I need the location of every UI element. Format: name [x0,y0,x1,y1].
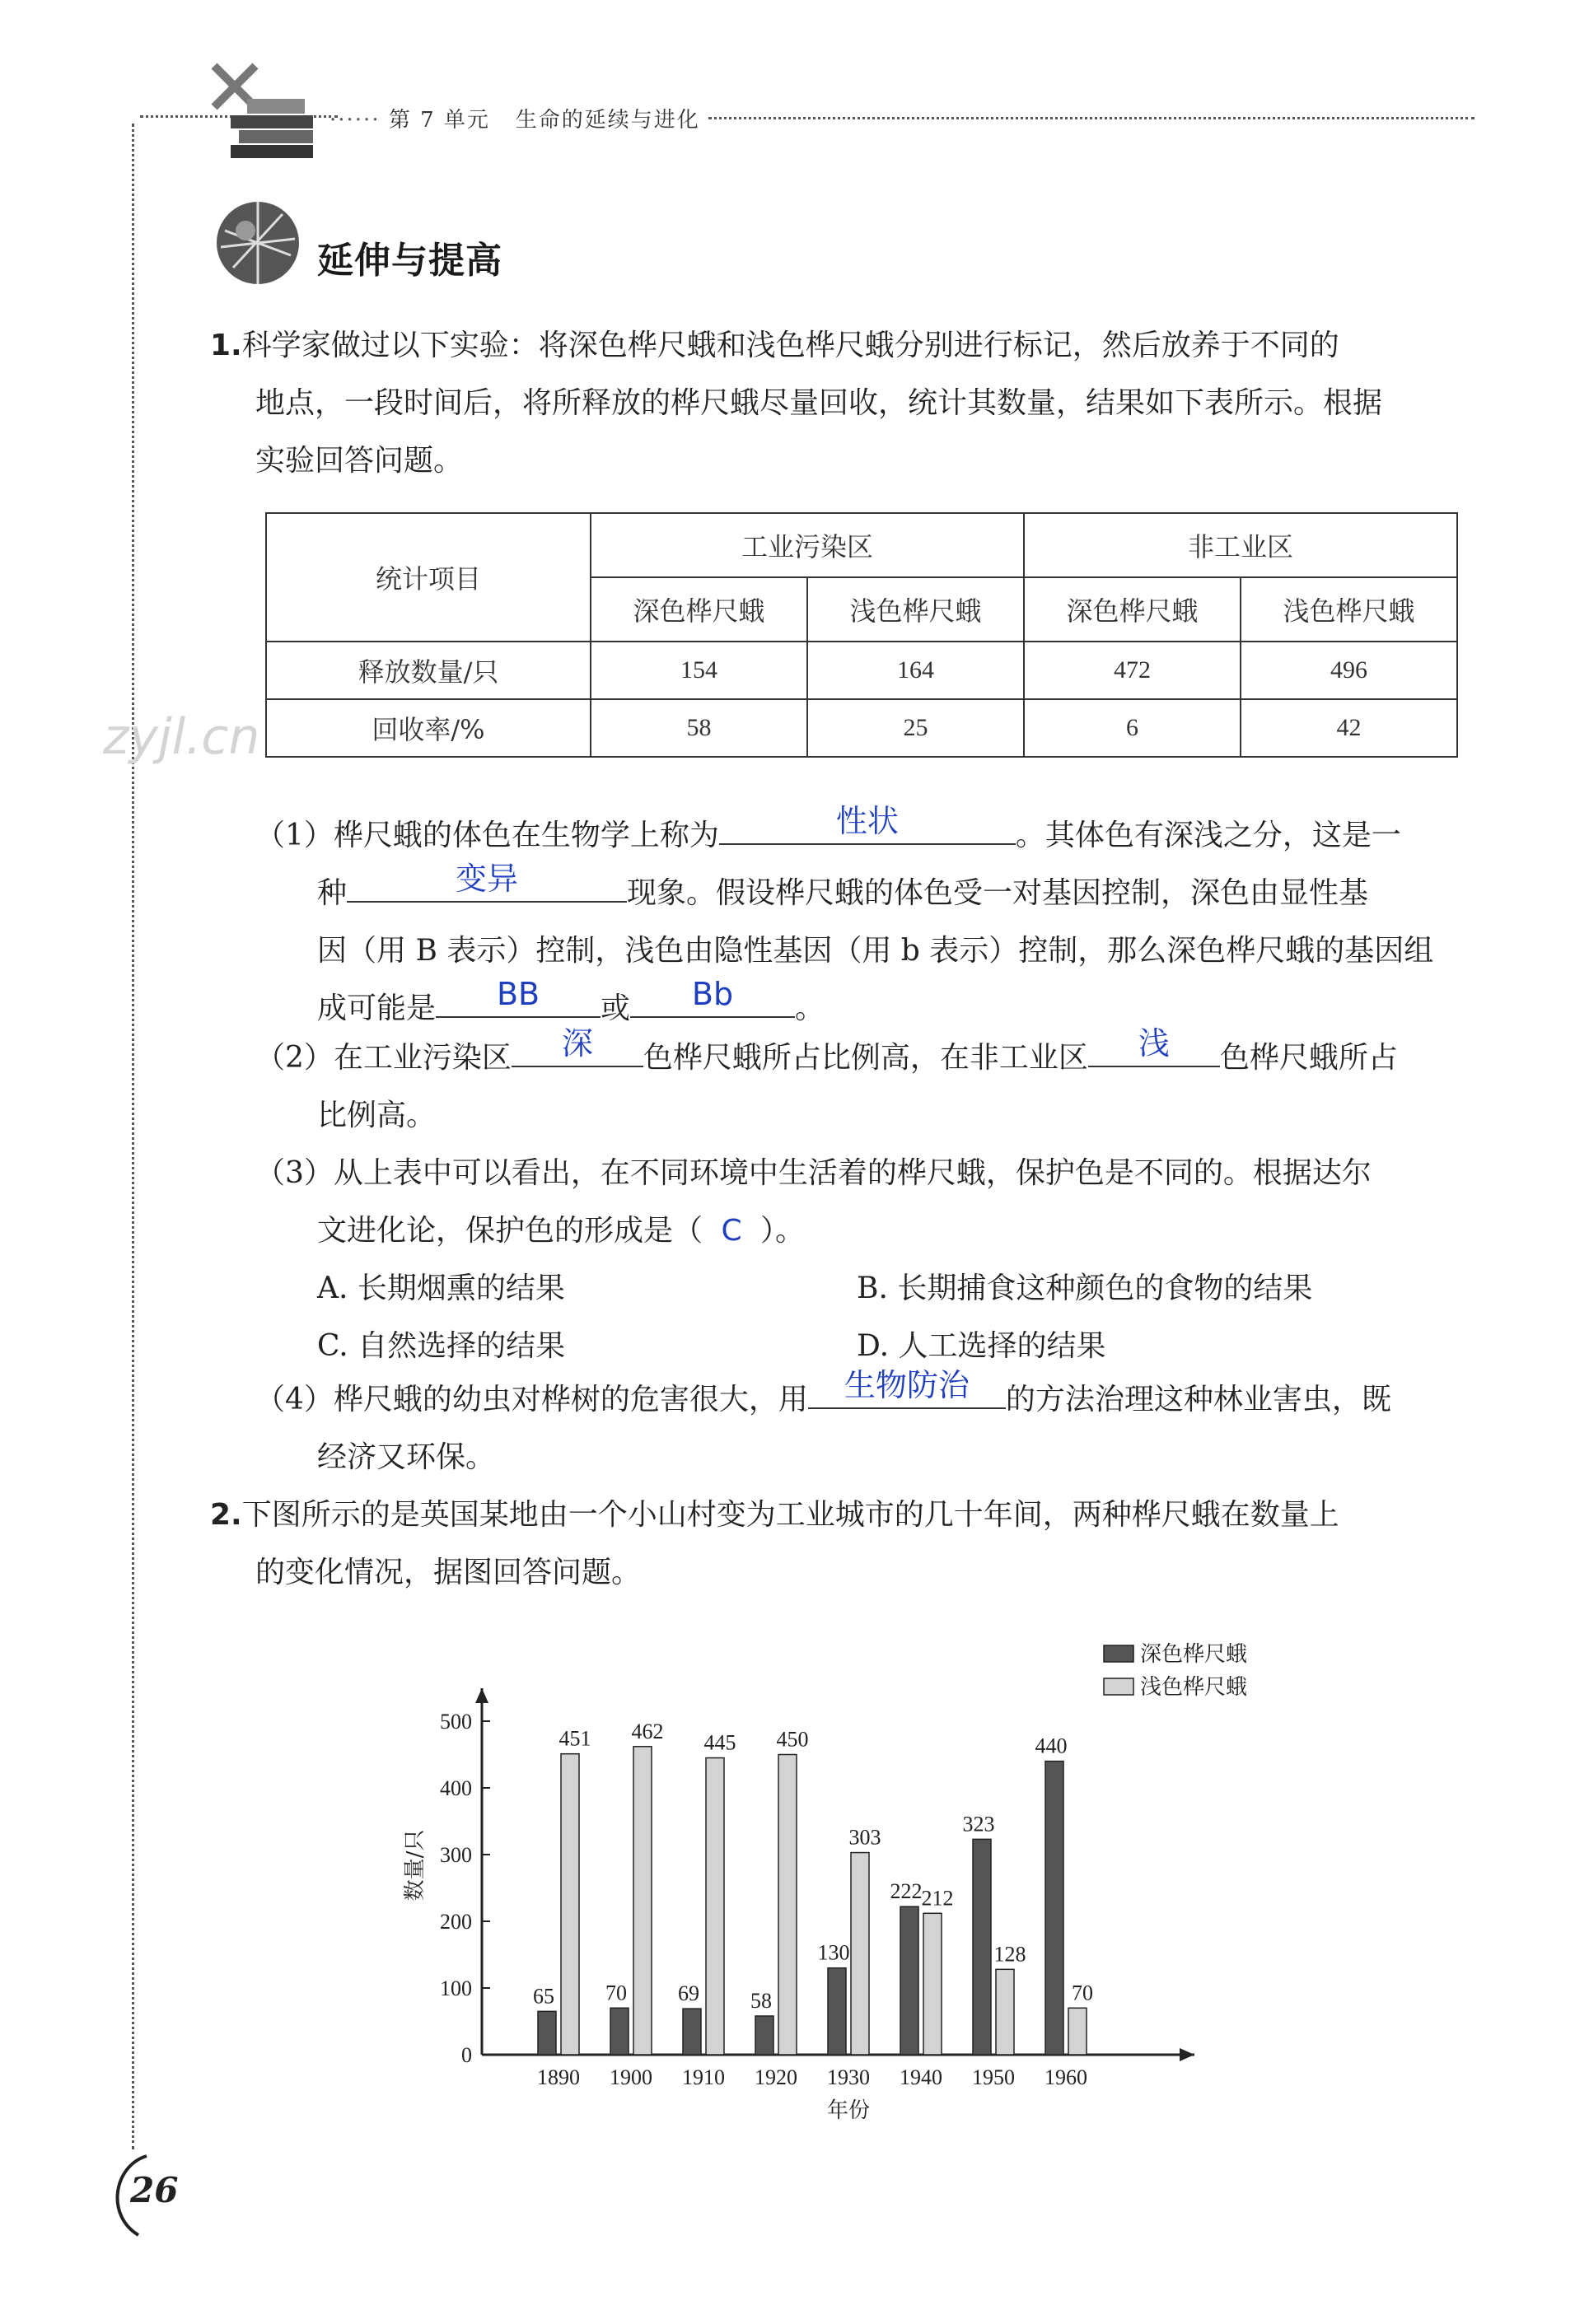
table-cell: 42 [1241,699,1457,757]
bar-light [1068,2008,1087,2055]
page-number: 26 [130,2170,179,2210]
answer-blank[interactable]: 生物防治 [808,1374,1006,1409]
bar-chart [387,1614,1310,2141]
data-table [265,512,1458,758]
table-subheader: 深色桦尺蛾 [1024,577,1241,642]
table-subheader: 浅色桦尺蛾 [1241,577,1457,642]
x-tick-label: 1900 [610,2065,652,2089]
q1-part2: （2）在工业污染区 深 色桦尺蛾所占比例高，在非工业区 浅 色桦尺蛾所占 比例高。 [255,1025,1398,1132]
data-label: 128 [993,1942,1026,1967]
y-tick-label: 200 [440,1910,472,1934]
bar-light [851,1853,869,2055]
table-cell: 58 [591,699,807,757]
margin-dotted-line [132,124,134,2149]
table-subheader: 浅色桦尺蛾 [807,577,1024,642]
table-cell: 6 [1024,699,1241,757]
bar-light [996,1969,1014,2055]
watermark: zyjl.cn [103,708,260,766]
data-label: 65 [533,1984,554,2009]
x-tick-label: 1960 [1045,2065,1087,2089]
header-dotted-line-right [708,117,1475,119]
option-d: D. 人工选择的结果 [857,1329,1106,1363]
bar-dark [610,2008,629,2055]
data-label: 323 [962,1812,995,1836]
table-cell: 472 [1024,642,1241,699]
choice-answer[interactable]: C [721,1214,742,1248]
y-axis-arrow [475,1688,488,1703]
data-label: 222 [890,1879,923,1904]
q1-number: 1. [210,329,242,362]
q2-stem: 2.下图所示的是英国某地由一个小山村变为工业城市的几十年间，两种桦尺蛾在数量上 的变化情况，据图回答问题。 [210,1498,1339,1589]
q1-part1: （1）桦尺蛾的体色在生物学上称为 性状 。其体色有深浅之分，这是一 种 变异 现象。假设桦尺蛾的体色受一对基因控制，深色由显性基 因（用 B 表示）控制，浅色由隐性基因（用 b 表示）控制，那么深色桦尺蛾的基因组 成可能是 BB 或 Bb 。 [255,803,1434,1025]
section-globe-icon [213,198,303,288]
legend-swatch [1104,1678,1133,1695]
data-label: 440 [1035,1734,1068,1758]
q2-number: 2. [210,1498,242,1532]
data-label: 70 [605,1981,627,2005]
q1-stem: 1.科学家做过以下实验：将深色桦尺蛾和浅色桦尺蛾分别进行标记，然后放养于不同的 地点，一段时间后，将所释放的桦尺蛾尽量回收，统计其数量，结果如下表所示。根据 实验回答问题。 [210,329,1383,478]
header-unit: ······ 第 7 单元 生命的延续与进化 [329,108,700,133]
x-tick-label: 1890 [537,2065,580,2089]
y-tick-label: 300 [440,1843,472,1867]
table-cell: 496 [1241,642,1457,699]
y-axis-label: 数量/只 [403,1829,428,1902]
x-tick-label: 1930 [827,2065,870,2089]
table-group-nonindustrial: 非工业区 [1024,513,1457,577]
x-tick-label: 1910 [682,2065,725,2089]
legend-swatch [1104,1645,1133,1662]
y-tick-label: 100 [440,1976,472,2000]
bar-dark [1045,1762,1063,2055]
data-label: 58 [750,1989,772,2014]
bar-light [923,1913,942,2055]
legend-label: 浅色桦尺蛾 [1140,1675,1248,1700]
y-tick-label: 400 [440,1776,472,1800]
bar-dark [755,2016,773,2055]
data-label: 450 [776,1727,809,1752]
answer-blank[interactable]: 性状 [719,810,1016,845]
section-title: 延伸与提高 [317,240,502,282]
bar-dark [683,2009,701,2055]
data-label: 451 [558,1726,591,1751]
table-cell: 164 [807,642,1024,699]
data-label: 462 [631,1719,664,1743]
data-label: 70 [1072,1981,1093,2005]
answer-blank[interactable]: 深 [512,1033,643,1067]
bar-light [633,1747,652,2055]
y-tick-label: 0 [461,2043,472,2067]
bar-light [778,1755,797,2056]
legend-label: 深色桦尺蛾 [1140,1642,1248,1667]
x-tick-label: 1920 [755,2065,797,2089]
answer-blank[interactable]: BB [436,983,601,1018]
answer-blank[interactable]: 浅 [1088,1033,1220,1067]
y-tick-label: 500 [440,1710,472,1734]
data-label: 303 [848,1825,881,1850]
bar-light [561,1754,579,2055]
x-axis-label: 年份 [826,2098,871,2123]
data-label: 445 [703,1730,736,1755]
table-corner: 统计项目 [266,513,591,642]
data-label: 130 [817,1940,850,1965]
bar-dark [828,1968,846,2055]
table-cell: 154 [591,642,807,699]
table-row-label: 释放数量/只 [266,642,591,699]
q1-part4: （4）桦尺蛾的幼虫对桦树的危害很大，用 生物防治 的方法治理这种林业害虫，既 经济又环保。 [255,1367,1391,1474]
data-label: 69 [678,1981,699,2006]
table-subheader: 深色桦尺蛾 [591,577,807,642]
option-c: C. 自然选择的结果 [317,1329,566,1363]
bar-dark [900,1906,918,2055]
bar-dark [538,2011,556,2055]
answer-blank[interactable]: Bb [630,983,795,1018]
data-label: 212 [921,1886,954,1911]
option-b: B. 长期捕食这种颜色的食物的结果 [857,1272,1313,1305]
option-a: A. 长期烟熏的结果 [317,1272,565,1305]
q1-part3: （3）从上表中可以看出，在不同环境中生活着的桦尺蛾，保护色是不同的。根据达尔 文进化论，保护色的形成是（ C ）。 A. 长期烟熏的结果 B. 长期捕食这种颜色的食物的结果 C. 自然选择的结果 D. 人工选择的结果 [255,1145,1491,1375]
header-books-icon [198,58,321,165]
answer-blank[interactable]: 变异 [347,868,627,903]
table-row-label: 回收率/% [266,699,591,757]
bar-dark [973,1839,991,2055]
table-group-industrial: 工业污染区 [591,513,1024,577]
x-tick-label: 1940 [900,2065,942,2089]
x-tick-label: 1950 [972,2065,1015,2089]
bar-light [706,1758,724,2055]
x-axis-arrow [1180,2048,1194,2061]
table-cell: 25 [807,699,1024,757]
